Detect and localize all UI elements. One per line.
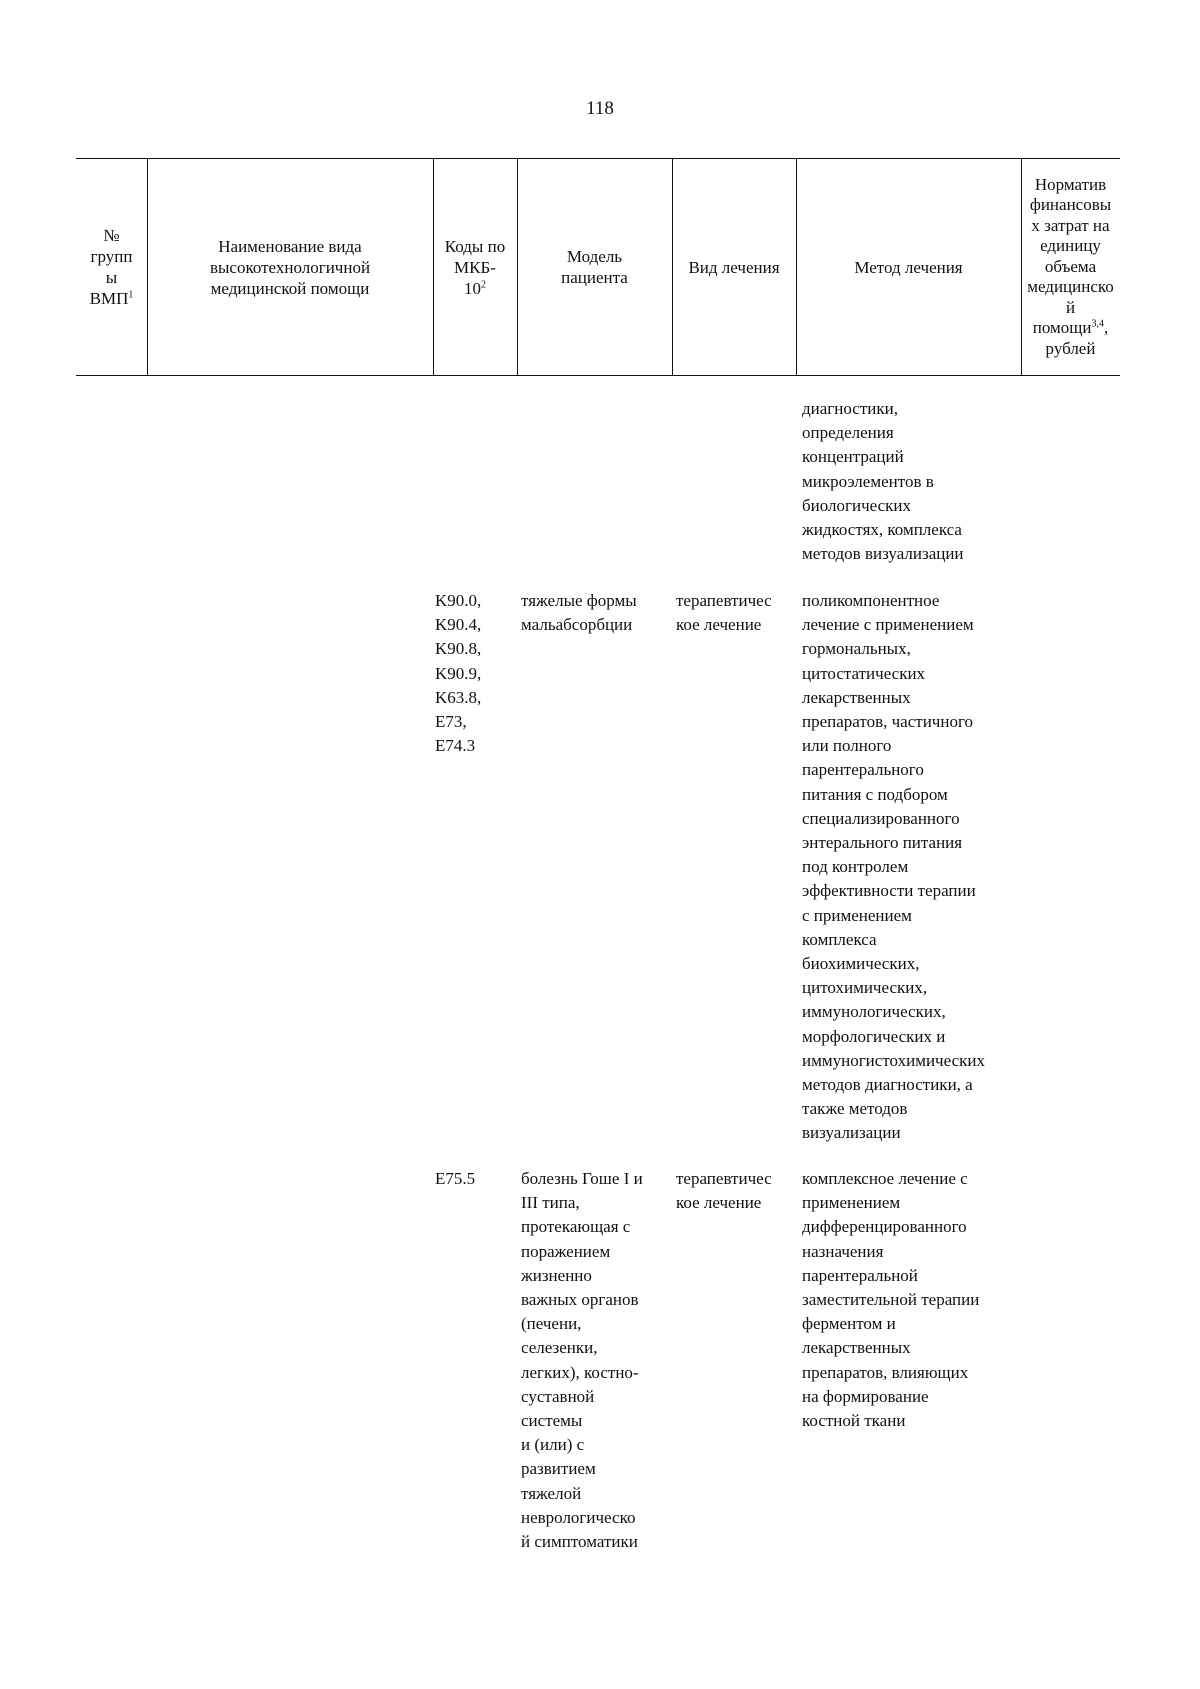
row-2-patient-model: болезнь Гоше I и III типа, протекающая с поражением жизненно важных органов (печени, селезенки, легких), костно- суставной системы и (или) с развитием тяжелой неврологическо й симптоматики xyxy=(521,1169,643,1552)
row-2-method: комплексное лечение с применением дифференцированного назначения парентеральной заместительной терапии ферментом и лекарственных препаратов, влияющих на формирование костной ткани xyxy=(802,1169,980,1431)
row-2-treatment-type: терапевтичес кое лечение xyxy=(676,1169,772,1213)
header-treatment-type: Вид лечения xyxy=(688,257,780,277)
row-1-patient-model: тяжелые формы мальабсорбции xyxy=(521,591,637,635)
header-cost-standard: Норматив финансовы х затрат на единицу объема медицинско й помощи$^{3,4}$, рублей xyxy=(1027,174,1114,358)
row-1-treatment-type: терапевтичес кое лечение xyxy=(676,591,772,635)
table-header xyxy=(76,158,1120,376)
header-patient-model: Модель пациента xyxy=(561,247,628,287)
header-care-type: Наименование вида высокотехнологичной медицинской помощи xyxy=(209,236,371,298)
header-treatment-method: Метод лечения xyxy=(854,257,963,277)
header-icd-codes: Коды по МКБ- $10^2$ xyxy=(444,236,506,298)
header-group-no: № групп ы ВМП$^1$ xyxy=(89,226,134,308)
row-0-method: диагностики, определения концентраций микроэлементов в биологических жидкостях, комплекса методов визуализации xyxy=(802,399,964,564)
row-1-codes: K90.0, K90.4, K90.8, K90.9, K63.8, E73, E74.3 xyxy=(435,591,482,756)
row-2-codes: E75.5 xyxy=(435,1169,476,1188)
row-1-method: поликомпонентное лечение с применением гормональных, цитостатических лекарственных препаратов, частичного или полного парентерального питания с подбором специализированного энтерального питания под контролем эффективности терапии с применением комплекса биохимических, цитохимических, иммунологических, морфологических и иммуногистохимических методов диагностики, а также методов визуализации xyxy=(802,591,985,1143)
page-number: 118 xyxy=(586,98,614,119)
